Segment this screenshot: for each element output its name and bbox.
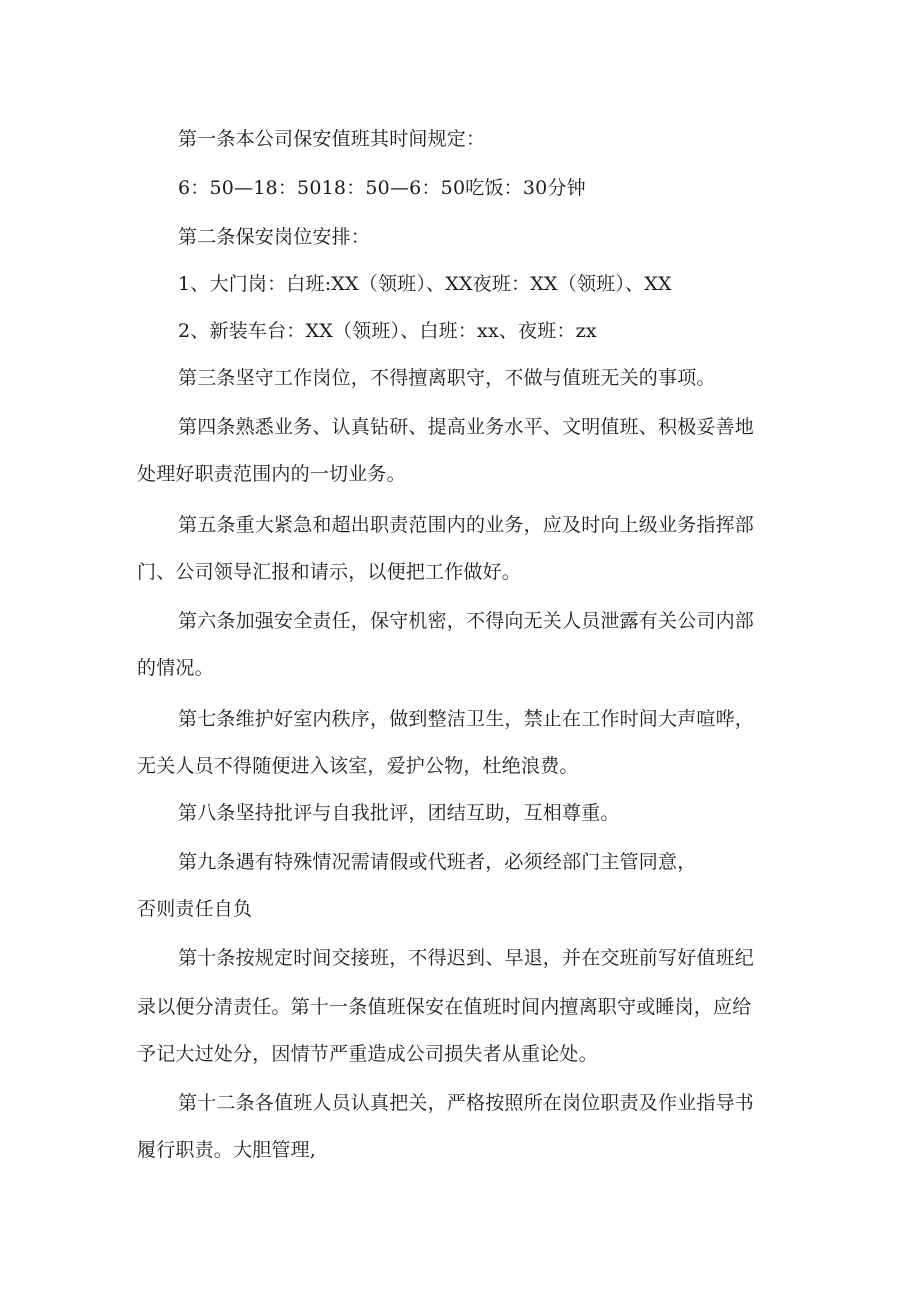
article-5-line-1: 第五条重大紧急和超出职责范围内的业务，应及时向上级业务指挥部	[178, 514, 755, 536]
article-6-line-2: 的情况。	[137, 657, 214, 679]
article-7-line-2: 无关人员不得随便进入该室，爱护公物，杜绝浪费。	[137, 755, 579, 777]
post-loading-line: 2、新装车台：XX（领班）、白班：xx、夜班：zx	[178, 320, 597, 342]
article-4-line-1: 第四条熟悉业务、认真钻研、提高业务水平、文明值班、积极妥善地	[178, 416, 755, 438]
article-3-line: 第三条坚守工作岗位，不得擅离职守，不做与值班无关的事项。	[178, 367, 716, 389]
article-5-line-2: 门、公司领导汇报和请示，以便把工作做好。	[137, 561, 522, 583]
article-10-line-2: 录以便分清责任。第十一条值班保安在值班时间内擅离职守或睡岗，应给	[137, 996, 752, 1018]
article-6-line-1: 第六条加强安全责任，保守机密，不得向无关人员泄露有关公司内部	[178, 610, 755, 632]
article-1-heading: 第一条本公司保安值班其时间规定：	[178, 128, 486, 150]
article-11-line-2: 予记大过处分，因情节严重造成公司损失者从重论处。	[137, 1043, 598, 1065]
shift-time-line: 6：50—18：5018：50—6：50吃饭：30分钟	[178, 177, 586, 199]
article-12-line-1: 第十二条各值班人员认真把关，严格按照所在岗位职责及作业指导书	[178, 1092, 755, 1114]
article-8-line: 第八条坚持批评与自我批评，团结互助，互相尊重。	[178, 802, 620, 824]
article-12-line-2: 履行职责。大胆管理,	[137, 1139, 317, 1161]
article-2-heading: 第二条保安岗位安排：	[178, 226, 371, 248]
post-gate-line: 1、大门岗：白班:XX（领班）、XX夜班：XX（领班）、XX	[178, 273, 672, 295]
article-4-line-2: 处理好职责范围内的一切业务。	[137, 463, 406, 485]
article-10-line-1: 第十条按规定时间交接班，不得迟到、早退，并在交班前写好值班纪	[178, 947, 755, 969]
article-7-line-1: 第七条维护好室内秩序，做到整洁卫生，禁止在工作时间大声喧哗，	[178, 708, 755, 730]
article-9-line-2: 否则责任自负	[137, 898, 253, 920]
article-9-line-1: 第九条遇有特殊情况需请假或代班者，必须经部门主管同意，	[178, 851, 697, 873]
